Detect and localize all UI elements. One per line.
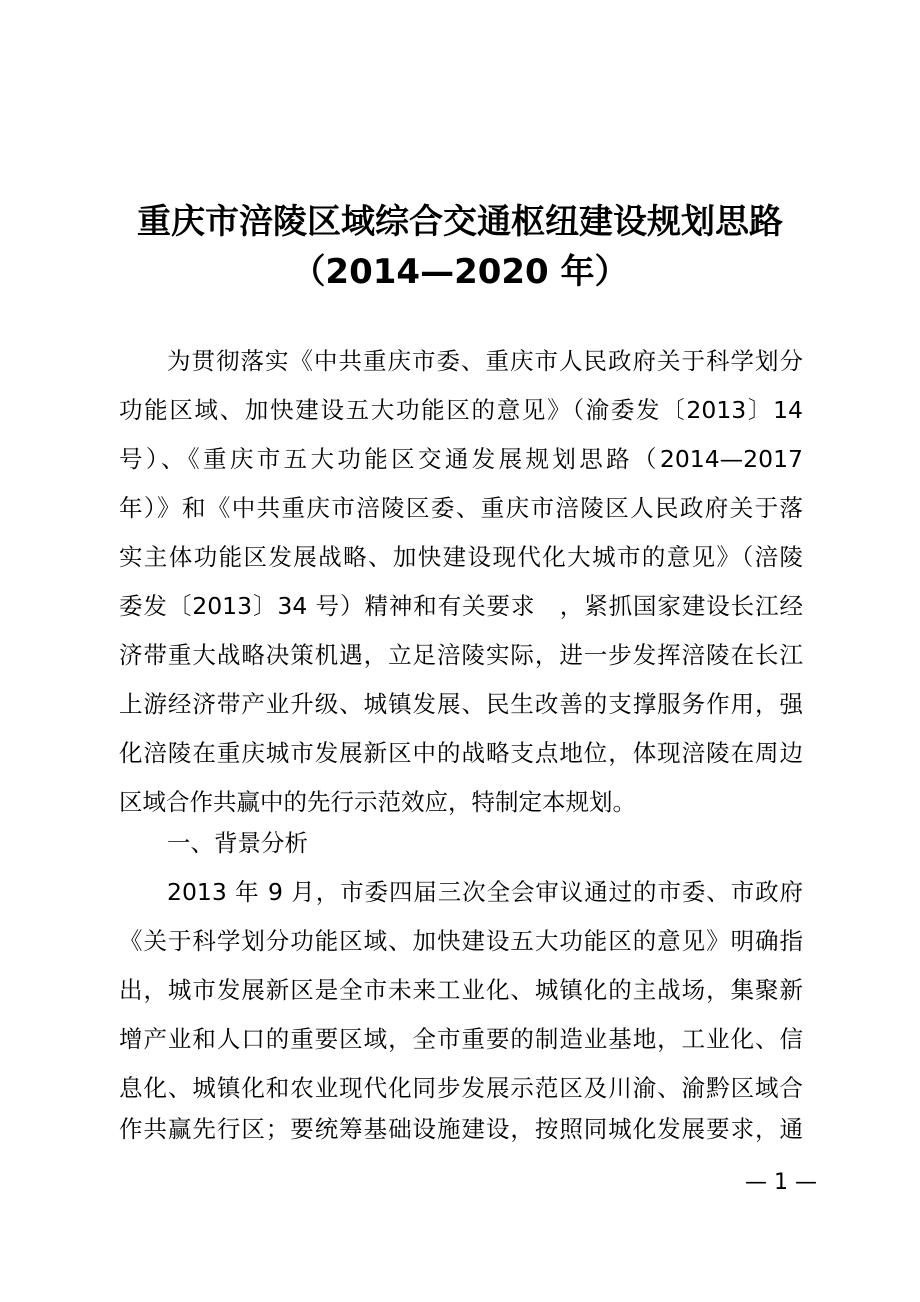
paragraph-line: 区域合作共赢中的先行示范效应，特制定本规划。	[119, 788, 636, 816]
paragraph-line: 化涪陵在重庆城市发展新区中的战略支点地位，体现涪陵在周边	[119, 739, 803, 767]
page-number: — 1 —	[745, 1170, 817, 1195]
section-heading: 一、背景分析	[167, 829, 308, 857]
paragraph-line: 为贯彻落实《中共重庆市委、重庆市人民政府关于科学划分	[167, 347, 803, 375]
paragraph-line: 号）、《重庆市五大功能区交通发展规划思路（2014—2017	[119, 445, 803, 473]
paragraph-line: 出，城市发展新区是全市未来工业化、城镇化的主战场，集聚新	[119, 976, 803, 1004]
paragraph-line: 上游经济带产业升级、城镇发展、民生改善的支撑服务作用，强	[119, 690, 803, 718]
paragraph-line: 作共赢先行区；要统筹基础设施建设，按照同城化发展要求，通	[119, 1115, 803, 1143]
paragraph-line: 实主体功能区发展战略、加快建设现代化大城市的意见》（涪陵	[119, 543, 803, 571]
paragraph-line: 增产业和人口的重要区域，全市重要的制造业基地，工业化、信	[119, 1025, 803, 1053]
paragraph-line: 2013 年 9 月，市委四届三次全会审议通过的市委、市政府	[167, 878, 803, 906]
paragraph-line: 济带重大战略决策机遇，立足涪陵实际，进一步发挥涪陵在长江	[119, 641, 803, 669]
paragraph-line: 息化、城镇化和农业现代化同步发展示范区及川渝、渝黔区域合	[119, 1074, 803, 1102]
paragraph-line: 《关于科学划分功能区域、加快建设五大功能区的意见》明确指	[119, 927, 803, 955]
paragraph-line: 功能区域、加快建设五大功能区的意见》（渝委发〔2013〕14	[119, 396, 803, 424]
document-title-years: （2014—2020 年）	[291, 252, 629, 292]
paragraph-line: 委发〔2013〕34 号）精神和有关要求 ，紧抓国家建设长江经	[119, 592, 803, 620]
document-title: 重庆市涪陵区域综合交通枢纽建设规划思路	[137, 202, 783, 242]
paragraph-line: 年）》和《中共重庆市涪陵区委、重庆市涪陵区人民政府关于落	[119, 494, 803, 522]
